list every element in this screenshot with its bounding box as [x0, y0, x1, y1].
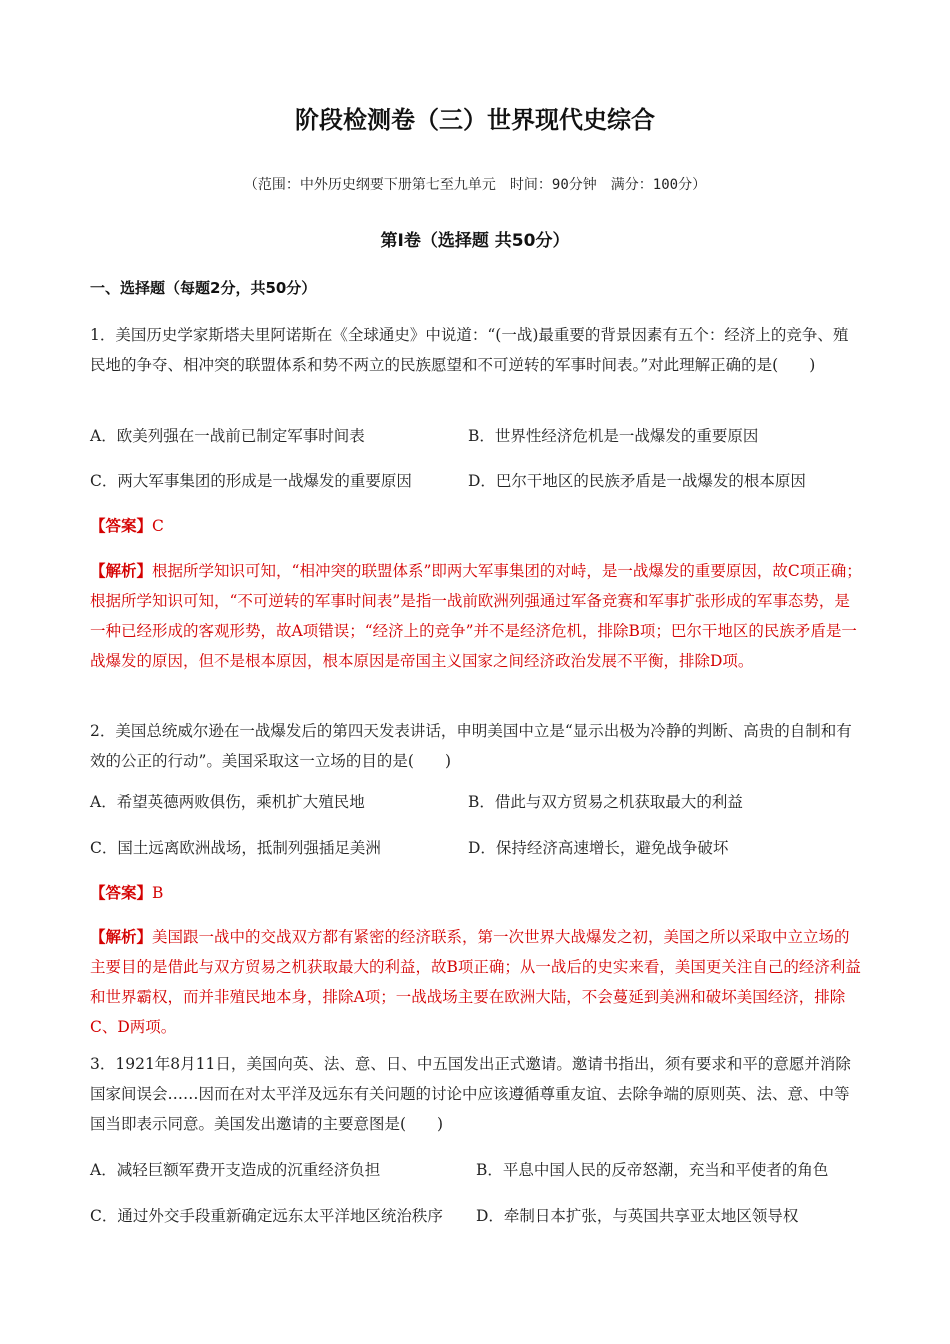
page-title: 阶段检测卷（三）世界现代史综合: [295, 106, 655, 134]
answer-tag: 【答案】: [90, 884, 153, 902]
analysis-tag: 【解析】: [90, 562, 153, 580]
question-1-option-a: A．欧美列强在一战前已制定军事时间表: [90, 427, 365, 445]
analysis-text: 根据所学知识可知，“相冲突的联盟体系”即两大军事集团的对峙，是一战爆发的重要原因，故C项正确；根据所学知识可知，“不可逆转的军事时间表”是指一战前欧洲列强通过军备竞赛和军事扩张形成的军事态势，是一种已经形成的客观形势，故A项错误；“经济上的竞争”并不是经济危机，排除B项；巴尔干地区的民族矛盾是一战爆发的原因，但不是根本原因，根本原因是帝国主义国家之间经济政治发展不平衡，排除D项。: [90, 562, 862, 670]
question-1-stem: 1．美国历史学家斯塔夫里阿诺斯在《全球通史》中说道：“(一战)最重要的背景因素有五个：经济上的竞争、殖民地的争夺、相冲突的联盟体系和势不两立的民族愿望和不可逆转的军事时间表。”对此理解正确的是( ): [90, 326, 849, 374]
question-3-option-a: A．减轻巨额军费开支造成的沉重经济负担: [90, 1161, 381, 1179]
question-2-option-b: B．借此与双方贸易之机获取最大的利益: [468, 793, 743, 811]
question-3-option-b: B．平息中国人民的反帝怒潮，充当和平使者的角色: [476, 1161, 829, 1179]
question-1-answer: [90, 511, 164, 541]
question-1-option-d: D．巴尔干地区的民族矛盾是一战爆发的根本原因: [468, 472, 806, 490]
question-2-answer: [90, 878, 163, 908]
section-heading: 一、选择题（每题2分，共50分）: [90, 279, 317, 297]
volume-heading: 第Ⅰ卷（选择题 共50分）: [380, 231, 570, 251]
question-2-option-d: D．保持经济高速增长，避免战争破坏: [468, 839, 729, 857]
analysis-tag: 【解析】: [90, 928, 153, 946]
analysis-text: 美国跟一战中的交战双方都有紧密的经济联系，第一次世界大战爆发之初，美国之所以采取中立立场的主要目的是借此与双方贸易之机获取最大的利益，故B项正确；从一战后的史实来看，美国更关注自己的经济利益和世界霸权，而并非殖民地本身，排除A项；一战战场主要在欧洲大陆，不会蔓延到美洲和破坏美国经济，排除C、D两项。: [90, 928, 861, 1036]
question-3-option-c: C．通过外交手段重新确定远东太平洋地区统治秩序: [90, 1207, 443, 1225]
question-1-analysis: [90, 556, 862, 676]
question-3-option-d: D．牵制日本扩张，与英国共享亚太地区领导权: [476, 1207, 799, 1225]
question-1-option-b: B．世界性经济危机是一战爆发的重要原因: [468, 427, 759, 445]
question-2-option-c: C．国土远离欧洲战场，抵制列强插足美洲: [90, 839, 381, 857]
question-3-stem: 3．1921年8月11日，美国向英、法、意、日、中五国发出正式邀请。邀请书指出，须有要求和平的意愿并消除国家间误会……因而在对太平洋及远东有关问题的讨论中应该遵循尊重友谊、去除争端的原则英、法、意、中等国当即表示同意。美国发出邀请的主要意图是( ): [90, 1055, 851, 1133]
exam-scope-line: （范围：中外历史纲要下册第七至九单元 时间：90分钟 满分：100分）: [243, 177, 707, 193]
answer-tag: 【答案】: [90, 517, 153, 535]
question-2-option-a: A．希望英德两败俱伤，乘机扩大殖民地: [90, 793, 365, 811]
question-2-analysis: [90, 922, 862, 1042]
question-1-option-c: C．两大军事集团的形成是一战爆发的重要原因: [90, 472, 412, 490]
answer-value: C: [152, 517, 164, 535]
answer-value: B: [152, 884, 164, 902]
question-2-stem: 2．美国总统威尔逊在一战爆发后的第四天发表讲话，申明美国中立是“显示出极为冷静的判断、高贵的自制和有效的公正的行动”。美国采取这一立场的目的是( ): [90, 722, 852, 770]
